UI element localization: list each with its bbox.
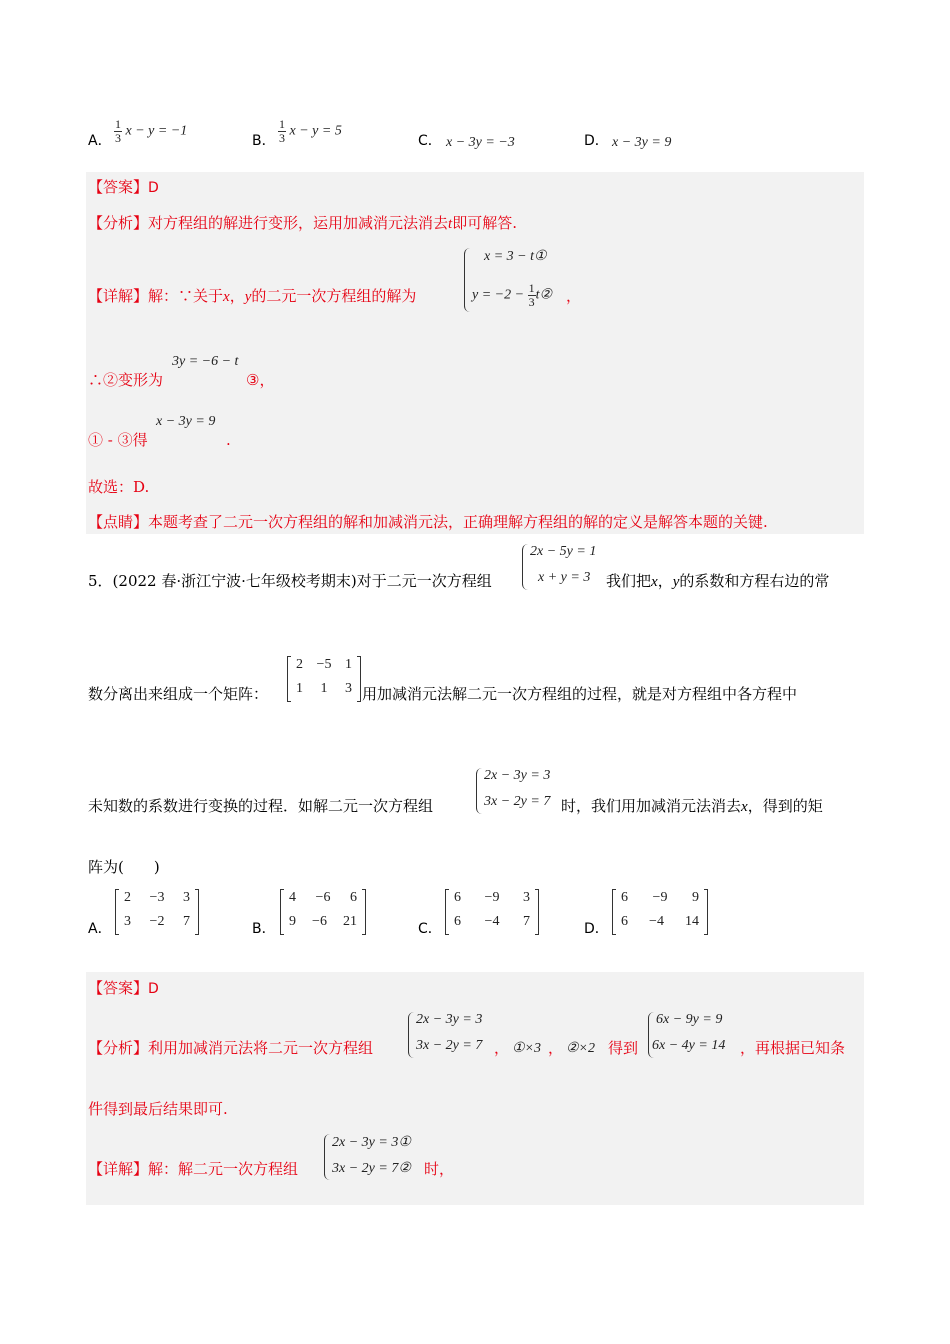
q5-example-system-line-1: 2x − 3y = 3 <box>484 768 551 783</box>
option-label: A． <box>88 921 112 937</box>
analysis-comma: ， <box>548 1039 564 1057</box>
option-label: C． <box>418 921 442 937</box>
option-label: B． <box>252 921 276 937</box>
step-2-end: . <box>226 431 231 449</box>
fraction: $\frac{1}{3}$ <box>115 117 121 145</box>
matrix-row-2: 6 −4 7 <box>454 914 530 929</box>
q4-answer: 【答案】D <box>88 178 159 196</box>
q4-detail: 【详解】解：∵关于x，y的二元一次方程组的解为 <box>88 287 417 305</box>
q5-stem-line-1: 5．(2022 春·浙江宁波·七年级校考期末)对于二元一次方程组 <box>88 572 492 590</box>
q4-option-c[interactable] <box>418 130 558 154</box>
detail-comma: ， <box>566 287 582 305</box>
q5-stem-line-3: 未知数的系数进行变换的过程．如解二元一次方程组 <box>88 797 434 815</box>
matrix-row-1: 6 −9 3 <box>454 890 530 905</box>
fraction: $\frac{1}{3}$ <box>279 117 285 145</box>
matrix-row-1: 2 −5 1 <box>296 657 352 672</box>
detail-system-line-2: 3x − 2y = 7② <box>332 1161 411 1176</box>
equation-system-brace <box>476 768 483 814</box>
matrix-row-2: 6 −4 14 <box>621 914 699 929</box>
answer-value: D <box>148 981 159 997</box>
step-1-equation: 3y = −6 − t <box>172 354 239 369</box>
matrix-row-1: 4 −6 6 <box>289 890 357 905</box>
fraction: $\frac{1}{3}$ <box>528 281 535 309</box>
analysis-comma: ， <box>494 1039 510 1057</box>
q4-option-b[interactable] <box>252 118 392 158</box>
q4-choose: 故选：D. <box>88 478 150 496</box>
q5-analysis-line-2: 件得到最后结果即可. <box>88 1100 228 1118</box>
detail-system-line-1: 2x − 3y = 3① <box>332 1135 411 1150</box>
system-line-1: x = 3 − t① <box>484 249 547 264</box>
step-1-marker: ③， <box>246 371 275 389</box>
q5-stem-line-3-end: 时，我们用加减消元法消去x，得到的矩 <box>561 797 823 815</box>
analysis-system-line-1: 2x − 3y = 3 <box>416 1012 483 1027</box>
matrix-row-2: 9 −6 21 <box>289 914 357 929</box>
q4-option-d[interactable] <box>584 130 724 154</box>
q5-stem-line-1-end: 我们把x，y的系数和方程右边的常 <box>606 572 830 590</box>
matrix-row-1: 2 −3 3 <box>124 890 190 905</box>
coefficient-matrix <box>287 657 361 701</box>
option-label: A． <box>88 133 112 149</box>
option-label: B． <box>252 133 276 149</box>
detail-end: 时， <box>424 1160 455 1178</box>
q5-analysis-line-1: 【分析】利用加减消元法将二元一次方程组 <box>88 1039 374 1057</box>
matrix-row-2: 3 −2 7 <box>124 914 190 929</box>
option-expression: x − 3y = −3 <box>446 135 515 150</box>
q4-step-2: ① - ③得 <box>88 431 148 449</box>
q5-stem-line-2-end: 用加减消元法解二元一次方程组的过程，就是对方程组中各方程中 <box>362 685 798 703</box>
q5-stem-line-4: 阵为( ) <box>88 858 160 876</box>
option-matrix <box>445 890 539 934</box>
analysis-operation-2: ②×2 <box>566 1041 595 1056</box>
analysis-text: 得到 <box>608 1039 639 1057</box>
q5-system-line-2: x + y = 3 <box>538 570 591 585</box>
q4-option-a[interactable] <box>88 118 228 158</box>
q4-step-1: ∴②变形为 <box>88 371 164 389</box>
option-matrix <box>612 890 708 934</box>
matrix-row-2: 1 1 3 <box>296 681 352 696</box>
option-matrix <box>115 890 199 934</box>
q5-option-d[interactable] <box>584 888 714 938</box>
equation-system-brace <box>408 1012 415 1058</box>
equation-system-brace <box>464 248 471 312</box>
option-label: D． <box>584 921 609 937</box>
equation-system-brace <box>324 1134 331 1180</box>
option-label: D． <box>584 133 609 149</box>
analysis-system-line-3: 6x − 9y = 9 <box>656 1012 723 1027</box>
q5-detail: 【详解】解：解二元一次方程组 <box>88 1160 299 1178</box>
analysis-system-line-4: 6x − 4y = 14 <box>652 1038 726 1053</box>
q5-example-system-line-2: 3x − 2y = 7 <box>484 794 551 809</box>
option-matrix <box>280 890 366 934</box>
analysis-text: ，再根据已知条 <box>740 1039 846 1057</box>
q4-analysis: 【分析】对方程组的解进行变形，运用加减消元法消去t即可解答. <box>88 214 517 232</box>
analysis-operation-1: ①×3 <box>512 1041 541 1056</box>
option-label: C． <box>418 133 442 149</box>
q5-stem-line-2: 数分离出来组成一个矩阵： <box>88 685 269 703</box>
answer-value: D <box>148 180 159 196</box>
option-expression: x − 3y = 9 <box>612 135 672 150</box>
q5-option-b[interactable] <box>252 888 382 938</box>
q5-option-c[interactable] <box>418 888 548 938</box>
q5-system-line-1: 2x − 5y = 1 <box>530 544 597 559</box>
option-expression: $\frac{1}{3}$ x − y = −1 <box>115 117 188 145</box>
matrix-row-1: 6 −9 9 <box>621 890 699 905</box>
q5-answer: 【答案】D <box>88 979 159 997</box>
step-2-equation: x − 3y = 9 <box>156 414 216 429</box>
system-line-2: y = −2 − $\frac{1}{3}$ t② <box>472 281 553 309</box>
option-expression: $\frac{1}{3}$ x − y = 5 <box>279 117 342 145</box>
q5-option-a[interactable] <box>88 888 208 938</box>
q4-comment: 【点睛】本题考查了二元一次方程组的解和加减消元法，正确理解方程组的解的定义是解答本题的关键. <box>88 513 768 531</box>
equation-system-brace <box>522 544 529 590</box>
analysis-system-line-2: 3x − 2y = 7 <box>416 1038 483 1053</box>
